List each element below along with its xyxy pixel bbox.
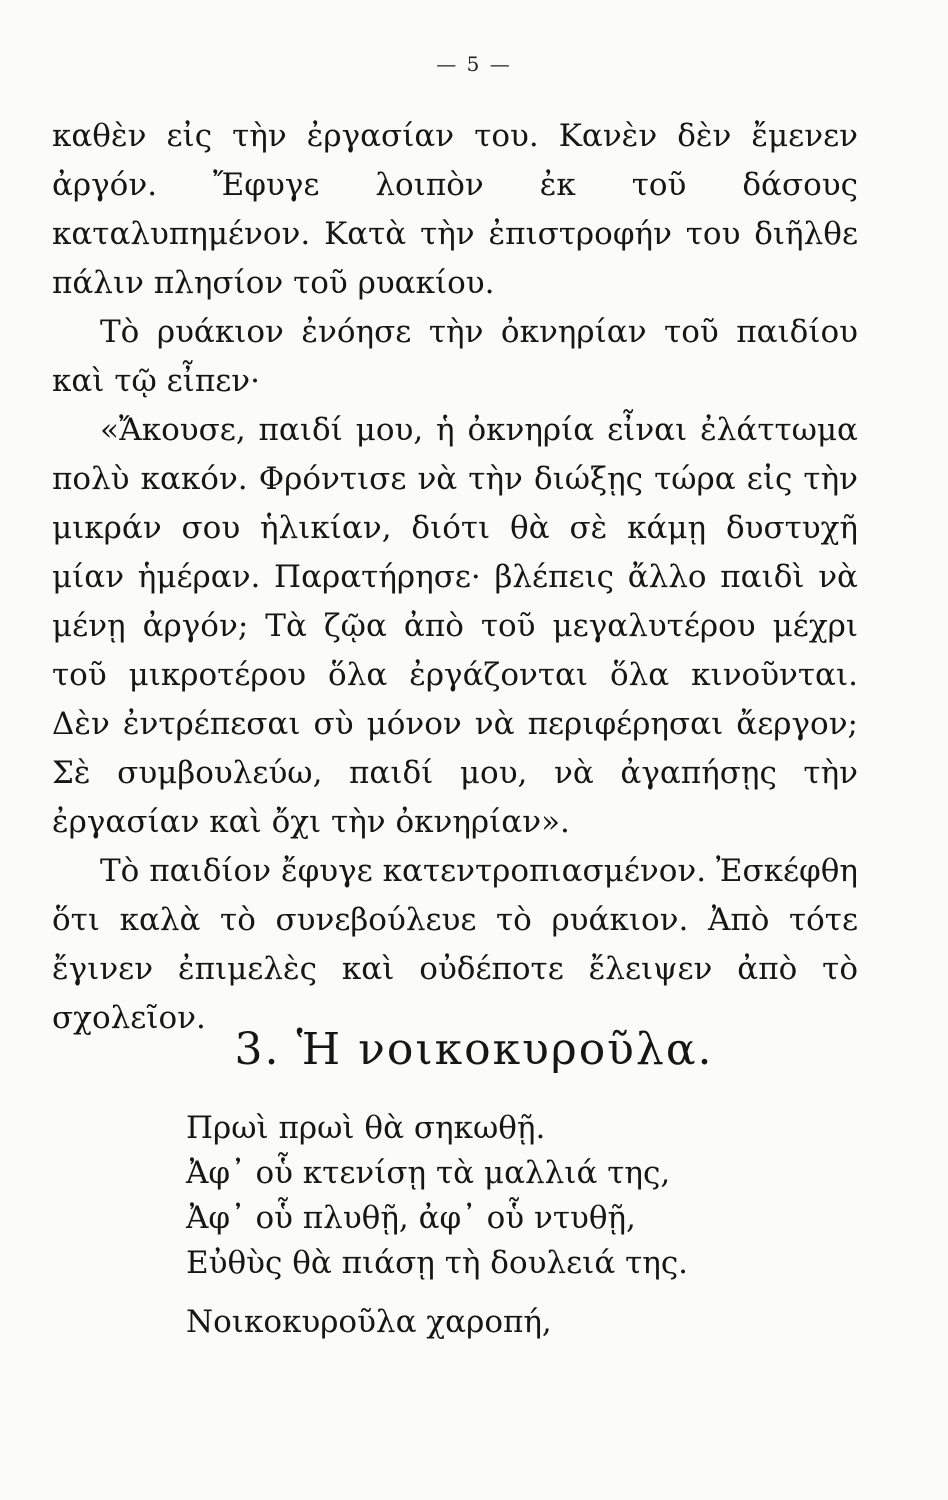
poem-line: Ἀφ᾽ οὗ κτενίσῃ τὰ μαλλιά της, [186,1155,671,1191]
poem-line: Εὐθὺς θὰ πιάσῃ τὴ δουλειά της. [186,1245,689,1281]
poem [186,1106,886,1359]
poem-stanza-1 [186,1106,886,1286]
section-title: 3. Ἡ νοικοκυροῦλα. [234,1024,714,1075]
paragraph-1: καθὲν εἰς τὴν ἐργασίαν του. Κανὲν δὲν ἔμενεν ἀργόν. Ἔφυγε λοιπὸν ἐκ τοῦ δάσους καταλυπημένον. Κατὰ τὴν ἐπιστροφήν του διῆλθε πάλιν πλησίον τοῦ ρυακίου. [52,118,858,301]
paragraph-2: Τὸ ρυάκιον ἐνόησε τὴν ὀκνηρίαν τοῦ παιδίου καὶ τῷ εἶπεν· [52,314,858,399]
paragraph-4: Τὸ παιδίον ἔφυγε κατεντροπιασμένον. Ἐσκέφθη ὅτι καλὰ τὸ συνεβούλευε τὸ ρυάκιον. Ἀπὸ τότε ἔγινεν ἐπιμελὲς καὶ οὐδέποτε ἔλειψεν ἀπὸ τὸ σχολεῖον. [52,853,858,1036]
paragraph-3: «Ἄκουσε, παιδί μου, ἡ ὀκνηρία εἶναι ἐλάττωμα πολὺ κακόν. Φρόντισε νὰ τὴν διώξῃς τώρα εἰς τὴν μικράν σου ἡλικίαν, διότι θὰ σὲ κάμῃ δυστυχῆ μίαν ἡμέραν. Παρατήρησε· βλέπεις ἄλλο παιδὶ νὰ μένῃ ἀργόν; Τὰ ζῷα ἀπὸ τοῦ μεγαλυτέρου μέχρι τοῦ μικροτέρου ὅλα ἐργάζονται ὅλα κινοῦνται. Δὲν ἐντρέπεσαι σὺ μόνον νὰ περιφέρησαι ἄεργον; Σὲ συμβουλεύω, παιδί μου, νὰ ἀγαπήσῃς τὴν ἐργασίαν καὶ ὄχι τὴν ὀκνηρίαν». [52,412,858,840]
story-text [52,112,858,1043]
poem-line: Ἀφ᾽ οὗ πλυθῇ, ἀφ᾽ οὗ ντυθῇ, [186,1200,636,1236]
page-number: — 5 — [436,52,512,76]
poem-line: Νοικοκυροῦλα χαροπή, [186,1304,552,1340]
poem-stanza-2 [186,1300,886,1345]
poem-line: Πρωὶ πρωὶ θὰ σηκωθῇ. [186,1110,546,1146]
